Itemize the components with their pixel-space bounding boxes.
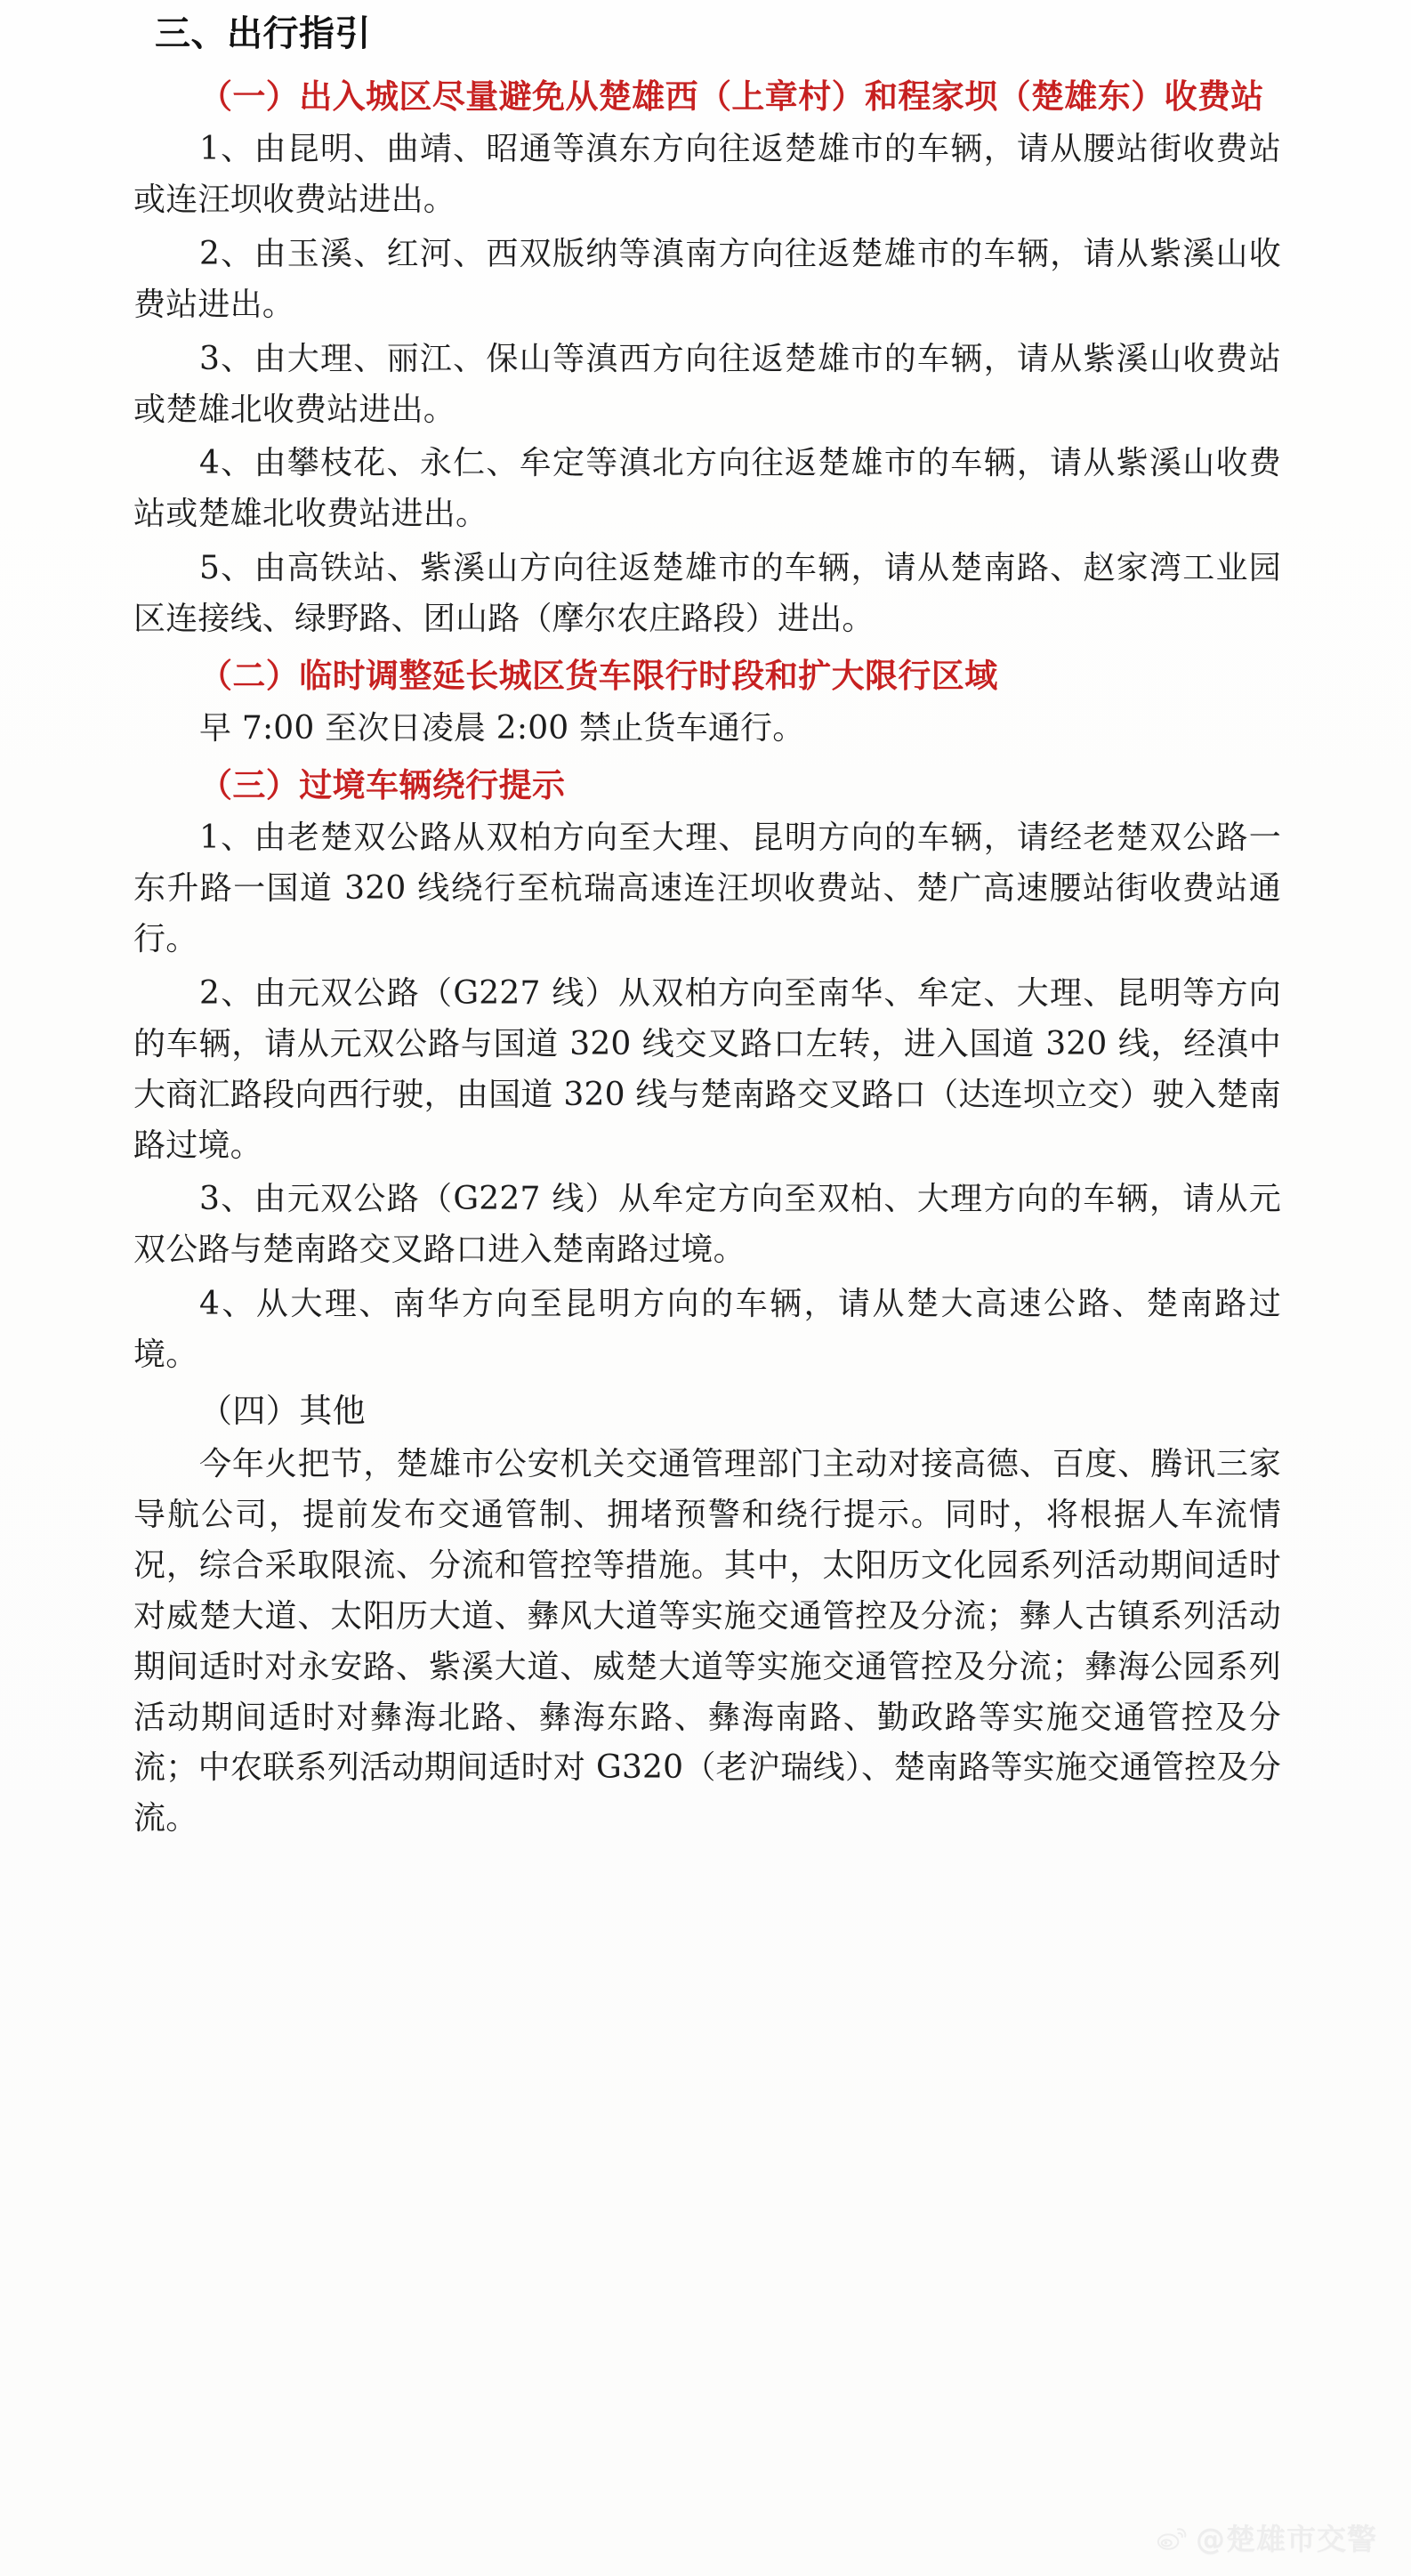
section-4-item-1: 今年火把节，楚雄市公安机关交通管理部门主动对接高德、百度、腾讯三家导航公司，提前发布交通管制、拥堵预警和绕行提示。同时，将根据人车流情况，综合采取限流、分流和管控等措施。其中，太阳历文化园系列活动期间适时对威楚大道、太阳历大道、彝风大道等实施交通管控及分流；彝人古镇系列活动期间适时对永安路、紫溪大道、威楚大道等实施交通管控及分流；彝海公园系列活动期间适时对彝海北路、彝海东路、彝海南路、勤政路等实施交通管控及分流；中农联系列活动期间适时对 G320（老沪瑞线）、楚南路等实施交通管控及分流。: [133, 1446, 1281, 1837]
section-3-item-2: 2、由元双公路（G227 线）从双柏方向至南华、牟定、大理、昆明等方向的车辆，请从元双公路与国道 320 线交叉路口左转，进入国道 320 线，经滇中大商汇路段向西行驶，由国道 320 线与楚南路交叉路口（达连坝立交）驶入楚南路过境。: [133, 974, 1281, 1164]
section-1-item-1: 1、由昆明、曲靖、昭通等滇东方向往返楚雄市的车辆，请从腰站街收费站或连汪坝收费站进出。: [133, 131, 1281, 219]
section-heading-3: （三）过境车辆绕行提示: [199, 765, 566, 805]
section-heading-4: （四）其他: [199, 1391, 366, 1430]
page-title: 三、出行指引: [155, 13, 371, 54]
watermark-handle: @楚雄市交警: [1196, 2521, 1377, 2556]
section-1-item-5: 5、由高铁站、紫溪山方向往返楚雄市的车辆，请从楚南路、赵家湾工业园区连接线、绿野路、团山路（摩尔农庄路段）进出。: [133, 550, 1281, 638]
section-3-item-4: 4、从大理、南华方向至昆明方向的车辆，请从楚大高速公路、楚南路过境。: [133, 1286, 1281, 1374]
section-2-item-1: 早 7:00 至次日凌晨 2:00 禁止货车通行。: [199, 710, 805, 747]
section-1-item-2: 2、由玉溪、红河、西双版纳等滇南方向往返楚雄市的车辆，请从紫溪山收费站进出。: [133, 235, 1281, 323]
document-body: [133, 0, 1281, 1848]
section-1-item-4: 4、由攀枝花、永仁、牟定等滇北方向往返楚雄市的车辆，请从紫溪山收费站或楚雄北收费站进出。: [133, 445, 1281, 533]
section-3-item-1: 1、由老楚双公路从双柏方向至大理、昆明方向的车辆，请经老楚双公路一东升路一国道 320 线绕行至杭瑞高速连汪坝收费站、楚广高速腰站街收费站通行。: [133, 820, 1281, 958]
section-heading-1: （一）出入城区尽量避免从楚雄西（上章村）和程家坝（楚雄东）收费站: [199, 77, 1264, 116]
section-heading-2: （二）临时调整延长城区货车限行时段和扩大限行区域: [199, 655, 998, 695]
section-1-item-3: 3、由大理、丽江、保山等滇西方向往返楚雄市的车辆，请从紫溪山收费站或楚雄北收费站进出。: [133, 340, 1281, 428]
section-3-item-3: 3、由元双公路（G227 线）从牟定方向至双柏、大理方向的车辆，请从元双公路与楚南路交叉路口进入楚南路过境。: [133, 1181, 1281, 1269]
